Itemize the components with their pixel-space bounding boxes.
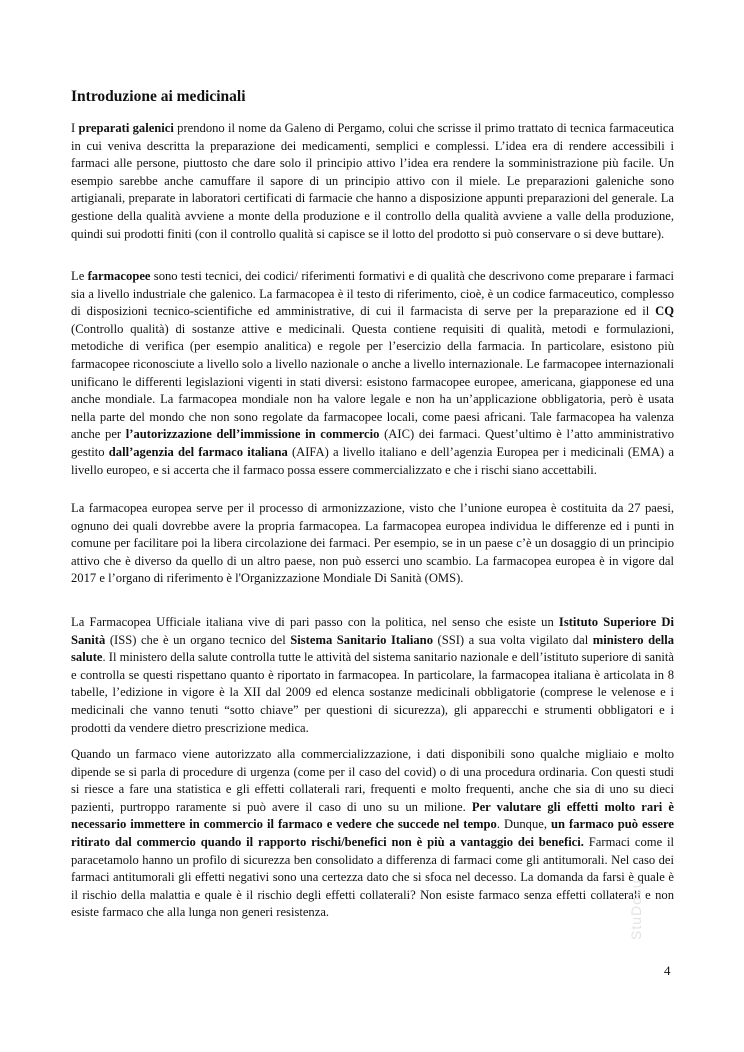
bold-text: Per valutare gli effetti molto rari è necessario immettere in commercio il farmaco e vedere che succede nel tempo xyxy=(71,799,674,832)
section-title: Introduzione ai medicinali xyxy=(71,88,246,105)
bold-text: dall’agenzia del farmaco italiana xyxy=(108,444,288,459)
bold-text: ministero della salute xyxy=(71,632,674,665)
bold-text: farmacopee xyxy=(87,269,151,283)
bold-text: CQ xyxy=(655,304,674,319)
bold-text: l’autorizzazione dell’immissione in commercio xyxy=(125,427,380,442)
text-segment: (ISS) che è un organo tecnico del xyxy=(105,632,291,647)
paragraph-farmacopea-europea xyxy=(71,500,674,588)
text-segment: prendono il nome da Galeno di Pergamo, colui che scrisse il primo trattato di tecnica farmaceutica in cui veniva descritta la preparazione dei medicamenti, semplici e complessi. L’idea era di rendere accessibili i farmaci alle persone, piuttosto che dare solo il principio attivo l’idea era rendere la somministrazione più facile. Un esempio sarebbe anche camuffare il sapore di un principio attivo con il miele. Le preparazioni galeniche sono artigianali, preparate in laboratori certificati di farmacie che hanno a disposizione appunti preparazioni del generale. La gestione della qualità avviene a monte della produzione e il controllo della qualità avviene a valle della produzione, quindi sui prodotti finiti (con il controllo qualità si capisce se il lotto del prodotto si può conservare o si deve buttare). xyxy=(71,121,675,241)
text-segment: I xyxy=(71,121,79,135)
text-segment: Quando un farmaco viene autorizzato alla commercializzazione, i dati disponibili sono qualche migliaio e molto dipende se si parla di procedure di urgenza (come per il caso del covid) o di una procedura ordinaria. Con questi studi si riesce a fare una statistica e gli effetti collaterali rari, frequenti e molto frequenti, anche che sia di uno su dieci pazienti, purtroppo raramente si può avere il caso di uno su un milione. xyxy=(71,747,674,814)
text-segment: (AIFA) a livello italiano e dell’agenzia Europea per i medicinali (EMA) a livello europeo, e si accerta che il farmaco possa essere commercializzato e che i rischi siano accettabili. xyxy=(71,444,674,477)
text-segment: Le xyxy=(71,269,88,283)
text-segment: Farmaci come il paracetamolo hanno un profilo di sicurezza ben consolidato a differenza di farmaci come gli antitumorali. Nel caso dei farmaci antitumorali gli effetti negativi sono una certezza dato che si sfoca nel decesso. La domanda da farsi è quale è il rischio della malattia e quale è il rischio degli effetti collaterali? Non esiste farmaco senza effetti collaterali e non esiste farmaco che alla lunga non generi resistenza. xyxy=(71,834,674,920)
paragraph-farmacopea-italiana xyxy=(71,614,674,737)
bold-text: un farmaco può essere ritirato dal commercio quando il rapporto rischi/benefici non è più a vantaggio dei benefici. xyxy=(71,817,674,849)
watermark: StuDocu xyxy=(628,879,644,940)
text-segment: . Dunque, xyxy=(496,817,551,832)
bold-text: Istituto Superiore Di Sanità xyxy=(71,615,674,647)
bold-text: Sistema Sanitario Italiano xyxy=(290,632,433,647)
paragraph-galenici xyxy=(71,120,674,243)
text-segment: (AIC) dei farmaci. Quest’ultimo è l’atto amministrativo gestito xyxy=(71,427,674,459)
text-segment: La farmacopea europea serve per il processo di armonizzazione, visto che l’unione europea è costituita da 27 paesi, ognuno dei quali dovrebbe avere la propria farmacopea. La farmacopea europea individua le differenze ed i punti in comune per facilitare poi la libera circolazione dei farmaci. Per esempio, se in un paese c’è un dosaggio di un principio attivo che è diverso da quello di un altro paese, non può esserci uno scambio. La farmacopea europea è in vigore dal 2017 e l’organo di riferimento è l'Organizzazione Mondiale Di Sanità (OMS). xyxy=(71,501,674,586)
text-segment: . Il ministero della salute controlla tutte le attività del sistema sanitario nazionale e dell’istituto superiore di sanità e controlla se questi rispettano quanto è riportato in farmacopea. In particolare, la farmacopea italiana è articolata in 8 tabelle, l’edizione in vigore è la XII dal 2009 ed elenca sostanze medicinali obbligatorie (comprese le velenose e i medicinali che vanno tenuti “sotto chiave” per questioni di sicurezza), gli apparecchi e strumenti obbligatori e i prodotti da vendere dietro prescrizione medica. xyxy=(71,650,674,735)
text-segment: (Controllo qualità) di sostanze attive e medicinali. Questa contiene requisiti di qualità, metodi e formulazioni, metodiche di verifica (per esempio analitica) e regole per l’esercizio della farmacia. In particolare, esistono più farmacopee riconosciute a livello solo a livello nazionale o anche a livello internazionale. Le farmacopee internazionali unificano le differenti legislazioni vigenti in stati diversi: esistono farmacopee europee, americana, giapponese ed una anche mondiale. La farmacopea mondiale non ha valore legale e non ha un’applicazione obbligatoria, però è usata nella parte del mondo che non sono regolate da farmacopee locali, come paesi africani. Tale farmacopea ha valenza anche per xyxy=(71,321,674,442)
text-segment: La Farmacopea Ufficiale italiana vive di pari passo con la politica, nel senso che esiste un xyxy=(71,615,559,629)
page-number: 4 xyxy=(664,963,671,978)
paragraph-rischi-benefici xyxy=(71,746,674,922)
text-segment: sono testi tecnici, dei codici/ riferimenti formativi e di qualità che descrivono come preparare i farmaci sia a livello industriale che galenico. La farmacopea è il testo di riferimento, cioè, è un codice farmaceutico, complesso di disposizioni tecnico-scientifiche ed amministrative, di cui il farmacista di serve per la preparazione ed il xyxy=(71,269,674,319)
text-segment: (SSI) a sua volta vigilato dal xyxy=(433,632,593,647)
bold-text: preparati galenici xyxy=(78,121,174,135)
paragraph-farmacopee xyxy=(71,268,674,479)
